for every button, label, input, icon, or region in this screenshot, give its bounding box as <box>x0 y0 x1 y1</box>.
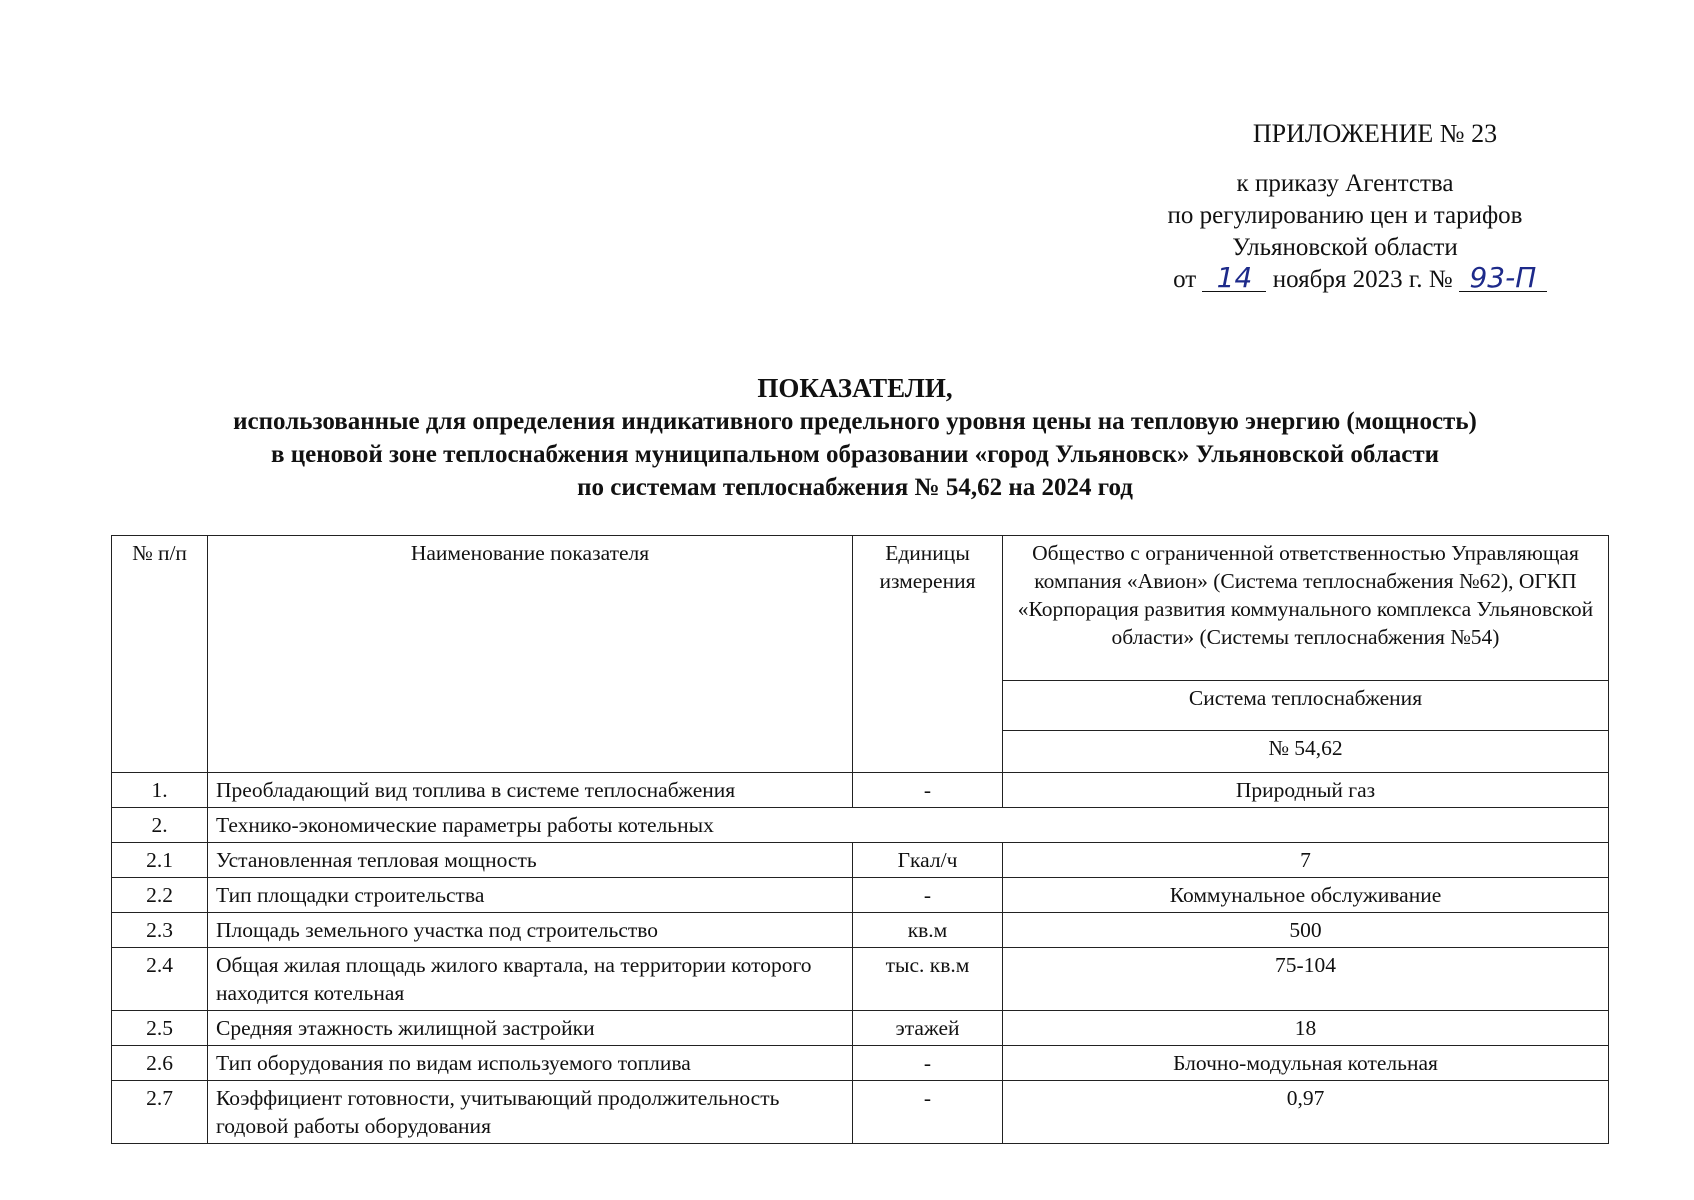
row-value: 18 <box>1003 1011 1609 1046</box>
table-row <box>112 878 1609 913</box>
row-indicator-name: Тип площадки строительства <box>208 878 853 913</box>
row-unit: - <box>853 773 1003 808</box>
indicators-table <box>111 535 1609 1144</box>
table-row <box>112 1011 1609 1046</box>
date-prefix: от <box>1173 266 1197 293</box>
appendix-block <box>1120 118 1570 296</box>
table-row <box>112 773 1609 808</box>
row-number: 2.1 <box>112 843 208 878</box>
appendix-line-2: по регулированию цен и тарифов <box>1167 202 1523 229</box>
row-unit: кв.м <box>853 913 1003 948</box>
row-unit: - <box>853 1081 1003 1144</box>
title-line-2: в ценовой зоне теплоснабжения муниципальном образовании «город Ульяновск» Ульяновской области <box>270 441 1440 468</box>
header-num: № п/п <box>112 536 208 773</box>
row-unit: Гкал/ч <box>853 843 1003 878</box>
row-value: 7 <box>1003 843 1609 878</box>
row-indicator-name: Установленная тепловая мощность <box>208 843 853 878</box>
header-name: Наименование показателя <box>208 536 853 773</box>
row-value: 500 <box>1003 913 1609 948</box>
table-row <box>112 1046 1609 1081</box>
row-unit: этажей <box>853 1011 1003 1046</box>
date-day-handwritten: 14 <box>1202 265 1266 292</box>
table-row <box>112 1081 1609 1144</box>
row-indicator-name: Преобладающий вид топлива в системе теплоснабжения <box>208 773 853 808</box>
row-value: Блочно-модульная котельная <box>1003 1046 1609 1081</box>
appendix-heading: ПРИЛОЖЕНИЕ № 23 <box>1252 119 1498 148</box>
row-unit: - <box>853 878 1003 913</box>
row-value: Природный газ <box>1003 773 1609 808</box>
row-value: Коммунальное обслуживание <box>1003 878 1609 913</box>
title-line-3: по системам теплоснабжения № 54,62 на 2024 год <box>577 474 1133 501</box>
date-middle: ноября 2023 г. № <box>1272 266 1453 293</box>
header-unit: Единицы измерения <box>853 536 1003 773</box>
header-organization: Общество с ограниченной ответственностью Управляющая компания «Авион» (Система теплоснабжения №62), ОГКП «Корпорация развития коммунального комплекса Ульяновской области» (Системы теплоснабжения №54) <box>1003 536 1609 681</box>
row-indicator-name: Коэффициент готовности, учитывающий продолжительность годовой работы оборудования <box>208 1081 853 1144</box>
table-row <box>112 843 1609 878</box>
row-indicator-name: Общая жилая площадь жилого квартала, на территории которого находится котельная <box>208 948 853 1011</box>
title-line-1: использованные для определения индикативного предельного уровня цены на тепловую энергию (мощность) <box>233 408 1477 435</box>
order-number-handwritten: 93-П <box>1459 265 1547 292</box>
row-number: 2.6 <box>112 1046 208 1081</box>
header-system-number: № 54,62 <box>1003 730 1609 772</box>
row-value: 75-104 <box>1003 948 1609 1011</box>
row-number: 2.4 <box>112 948 208 1011</box>
table-header-row-1 <box>112 536 1609 681</box>
row-indicator-name: Средняя этажность жилищной застройки <box>208 1011 853 1046</box>
appendix-line-1: к приказу Агентства <box>1236 170 1454 197</box>
row-number: 2.3 <box>112 913 208 948</box>
row-number: 2.5 <box>112 1011 208 1046</box>
table-row <box>112 913 1609 948</box>
row-indicator-name: Тип оборудования по видам используемого топлива <box>208 1046 853 1081</box>
row-number: 2.7 <box>112 1081 208 1144</box>
table-row <box>112 808 1609 843</box>
row-number: 1. <box>112 773 208 808</box>
row-value: 0,97 <box>1003 1081 1609 1144</box>
row-number: 2. <box>112 808 208 843</box>
row-unit: - <box>853 1046 1003 1081</box>
appendix-line-3: Ульяновской области <box>1232 234 1458 261</box>
title-main: ПОКАЗАТЕЛИ, <box>757 373 953 403</box>
header-system: Система теплоснабжения <box>1003 680 1609 730</box>
row-indicator-name: Площадь земельного участка под строительство <box>208 913 853 948</box>
row-section-name: Технико-экономические параметры работы котельных <box>208 808 1609 843</box>
row-number: 2.2 <box>112 878 208 913</box>
appendix-date-line <box>1120 261 1570 296</box>
document-title <box>60 372 1650 504</box>
table-row <box>112 948 1609 1011</box>
row-unit: тыс. кв.м <box>853 948 1003 1011</box>
